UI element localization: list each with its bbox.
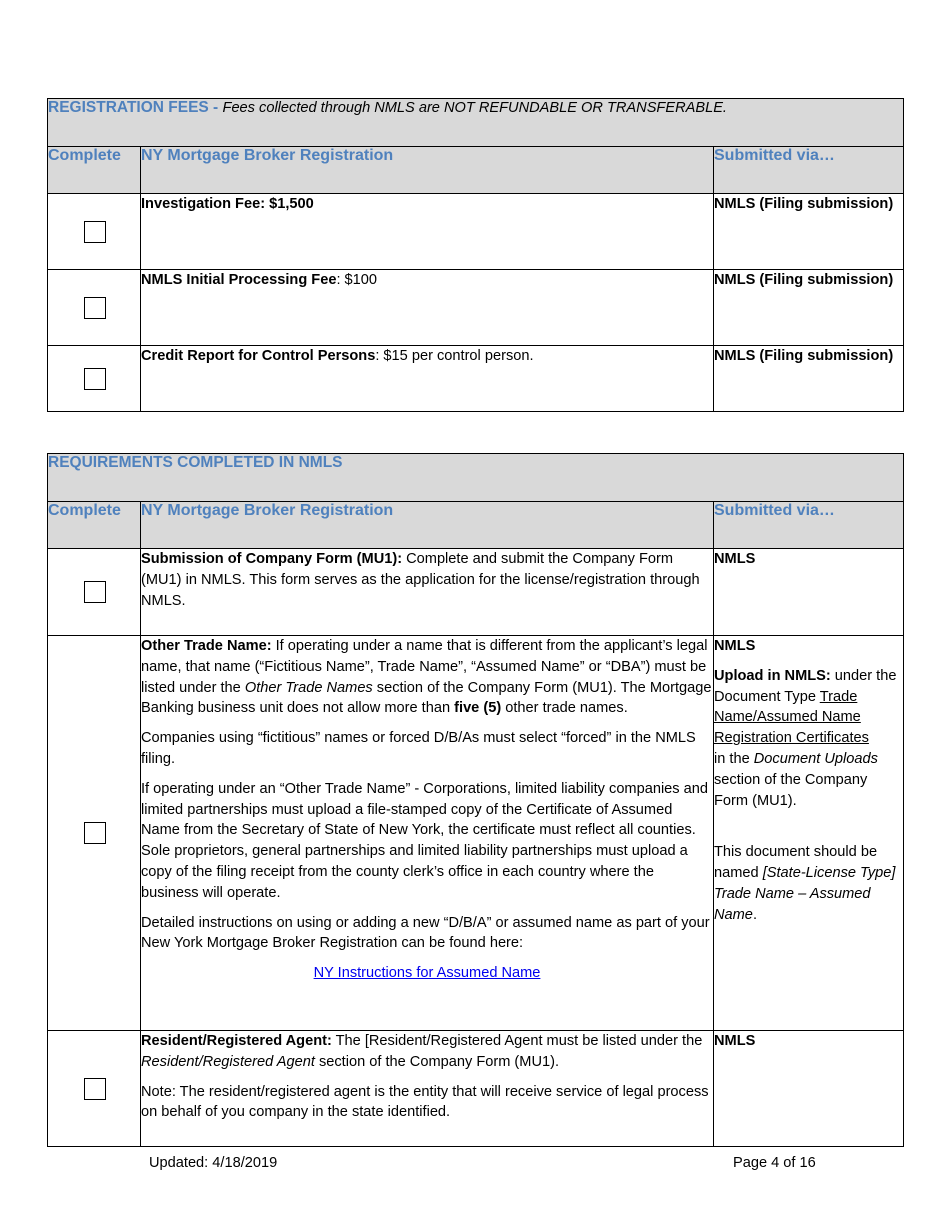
processing-fee-checkbox[interactable] [84, 297, 106, 319]
registered-agent-via: NMLS [714, 1033, 756, 1049]
reqs-header-complete: Complete [48, 502, 141, 549]
company-form-text: Complete and submit the Company Form (MU1) in NMLS. This form serves as the application for the license/registration through NMLS. [141, 551, 700, 609]
processing-fee-via: NMLS (Filing submission) [714, 272, 894, 288]
credit-report-label: Credit Report for Control Persons [141, 348, 376, 364]
table-row [48, 346, 904, 412]
trade-name-instructions: Detailed instructions on using or adding a new “D/B/A” or assumed name as part of your New York Mortgage Broker Registration can be found here: [141, 914, 710, 952]
fees-header-item: NY Mortgage Broker Registration [141, 147, 714, 194]
trade-name-description: Other Trade Name: If operating under a name that is different from the applicant’s legal name, that name (“Fictitious Name”, Trade Name”, “Assumed Name” or “DBA”) must be listed under the Other Trade Names section of the Company Form (MU1). The Mortgage Banking business unit does not allow more than five (5) other trade names. Companies using “fictitious” names or forced D/B/As must select “forced” in the NMLS filing. If operating under an “Other Trade Name” - Corporations, limited liability companies and limited partnerships must upload a file-stamped copy of the Certificate of Assumed Name from the Secretary of State of New York, the certificate must reflect all counties. Sole proprietors, general partnerships and limited liability partnerships must upload a copy of the filing receipt from the county clerk’s office in each country where the business will operate. Detailed instructions on using or adding a new “D/B/A” or assumed name as part of your New York Mortgage Broker Registration can be found here: NY Instructions for Assumed Name [141, 636, 714, 1031]
reqs-header-item: NY Mortgage Broker Registration [141, 502, 714, 549]
footer-page-number: Page 4 of 16 [733, 1155, 816, 1171]
reqs-header-row [48, 502, 904, 549]
registration-fees-table [47, 98, 904, 412]
processing-fee-label: NMLS Initial Processing Fee [141, 272, 337, 288]
credit-report-amount: : $15 per control person. [375, 348, 534, 364]
registered-agent-description: Resident/Registered Agent: The [Resident/Registered Agent must be listed under the Resident/Registered Agent section of the Company Form (MU1). Note: The resident/registered agent is the entity that will receive service of legal process on behalf of you company in the state identified. [141, 1031, 714, 1147]
fees-title-label: REGISTRATION FEES - [48, 99, 223, 116]
credit-report-via: NMLS (Filing submission) [714, 348, 894, 364]
reqs-header-via: Submitted via… [714, 502, 904, 549]
fees-header-row [48, 147, 904, 194]
table-row [48, 549, 904, 636]
trade-name-label: Other Trade Name: [141, 638, 272, 654]
fees-header-complete: Complete [48, 147, 141, 194]
registered-agent-note: Note: The resident/registered agent is the entity that will receive service of legal process on behalf of you company in the state identified. [141, 1083, 709, 1121]
table-row [48, 194, 904, 270]
registered-agent-label: Resident/Registered Agent: [141, 1033, 332, 1049]
requirements-table [47, 453, 904, 1147]
trade-name-via: NMLS Upload in NMLS: under the Document Type Trade Name/Assumed Name Registration Certificates in the Document Uploads section of the Company Form (MU1). This document should be named [State-License Type] Trade Name – Assumed Name. [714, 636, 904, 1031]
registered-agent-checkbox[interactable] [84, 1078, 106, 1100]
investigation-fee-checkbox[interactable] [84, 221, 106, 243]
reqs-title-row [48, 454, 904, 502]
trade-name-checkbox[interactable] [84, 822, 106, 844]
footer-updated: Updated: 4/18/2019 [149, 1155, 278, 1171]
document-type-name: Trade Name/Assumed Name Registration Certificates [714, 688, 869, 747]
trade-name-forced-note: Companies using “fictitious” names or forced D/B/As must select “forced” in the NMLS filing. [141, 730, 696, 767]
fees-title [48, 99, 904, 147]
credit-report-checkbox[interactable] [84, 368, 106, 390]
table-row [48, 1031, 904, 1147]
table-row [48, 270, 904, 346]
trade-name-certificate-note: If operating under an “Other Trade Name” - Corporations, limited liability companies and limited partnerships must upload a file-stamped copy of the Certificate of Assumed Name from the Secretary of State of New York, the certificate must reflect all counties. Sole proprietors, general partnerships and limited liability partnerships must upload a copy of the filing receipt from the county clerk’s office in each country where the business will operate. [141, 780, 708, 901]
company-form-checkbox[interactable] [84, 581, 106, 603]
investigation-fee-label: Investigation Fee: $1,500 [141, 196, 314, 212]
fees-title-row [48, 99, 904, 147]
reqs-title: REQUIREMENTS COMPLETED IN NMLS [48, 454, 904, 502]
fees-header-via: Submitted via… [714, 147, 904, 194]
table-row [48, 636, 904, 1031]
fees-title-note: Fees collected through NMLS are NOT REFUNDABLE OR TRANSFERABLE. [222, 100, 727, 116]
processing-fee-amount: : $100 [336, 272, 378, 288]
investigation-fee-via: NMLS (Filing submission) [714, 196, 894, 212]
assumed-name-instructions-link[interactable]: NY Instructions for Assumed Name [313, 965, 541, 982]
company-form-via: NMLS [714, 551, 756, 567]
company-form-label: Submission of Company Form (MU1): [141, 551, 403, 567]
